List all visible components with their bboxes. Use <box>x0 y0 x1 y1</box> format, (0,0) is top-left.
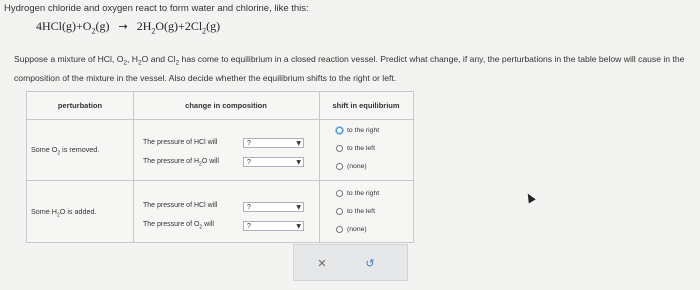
perturbation-table <box>26 91 414 243</box>
o2-pressure-label: The pressure of $O_2$ will <box>143 221 214 231</box>
header-perturbation: perturbation <box>57 101 103 110</box>
radio-row2-none[interactable]: (none) <box>336 226 367 233</box>
problem-intro: Hydrogen chloride and oxygen react to form water and chlorine, like this: <box>4 3 309 14</box>
radio-row1-right[interactable]: to the right <box>336 127 379 134</box>
chemical-equation: $4HCl(g)+O_2(g) \to 2H_2O(g)+2Cl_2(g)$ <box>36 19 221 36</box>
row-divider <box>27 119 413 120</box>
o2-pressure-select[interactable]: ? ▼ <box>243 221 304 231</box>
chevron-down-icon: ▼ <box>296 223 301 230</box>
hcl-pressure-select[interactable]: ? ▼ <box>243 138 304 148</box>
chevron-down-icon: ▼ <box>296 140 301 147</box>
answer-actions <box>293 244 408 281</box>
chevron-down-icon: ▼ <box>296 159 301 166</box>
perturbation-o2-removed: Some $O_2$ is removed. <box>31 145 100 157</box>
radio-icon <box>336 226 343 233</box>
radio-icon <box>336 190 343 197</box>
perturbation-h2o-added: Some $H_2O$ is added. <box>31 207 97 219</box>
reaction-arrow-icon: → <box>118 20 128 33</box>
mouse-cursor-icon <box>524 192 535 204</box>
clear-button[interactable]: ✕ <box>317 256 327 270</box>
hcl-pressure-label: The pressure of HCl will <box>143 139 218 146</box>
undo-button[interactable]: ↺ <box>365 256 375 270</box>
column-divider <box>319 92 320 242</box>
h2o-pressure-select[interactable]: ? ▼ <box>243 157 304 167</box>
h2o-pressure-label: The pressure of $H_2O$ will <box>143 158 219 168</box>
row-divider <box>27 180 413 181</box>
hcl-pressure-select-2[interactable]: ? ▼ <box>243 202 304 212</box>
radio-row1-left[interactable]: to the left <box>336 145 375 152</box>
radio-icon <box>336 127 343 134</box>
radio-icon <box>336 163 343 170</box>
chevron-down-icon: ▼ <box>296 204 301 211</box>
radio-row2-left[interactable]: to the left <box>336 208 375 215</box>
header-change: change in composition <box>185 101 267 110</box>
column-divider <box>133 92 134 242</box>
radio-icon <box>336 208 343 215</box>
radio-row2-right[interactable]: to the right <box>336 190 379 197</box>
radio-icon <box>336 145 343 152</box>
radio-row1-none[interactable]: (none) <box>336 163 367 170</box>
header-shift: shift in equilibrium <box>332 101 400 110</box>
hcl-pressure-label: The pressure of HCl will <box>143 202 218 209</box>
question-text: Suppose a mixture of HCl, $O_2$, $H_2O$ and $Cl_2$ has come to equilibrium in a closed reaction vessel. Predict what change, if any, the perturbations in the table below will cause in the composition of the mixture in the vessel. Also decide whether the equilibrium shifts to the right or left. <box>14 54 685 83</box>
